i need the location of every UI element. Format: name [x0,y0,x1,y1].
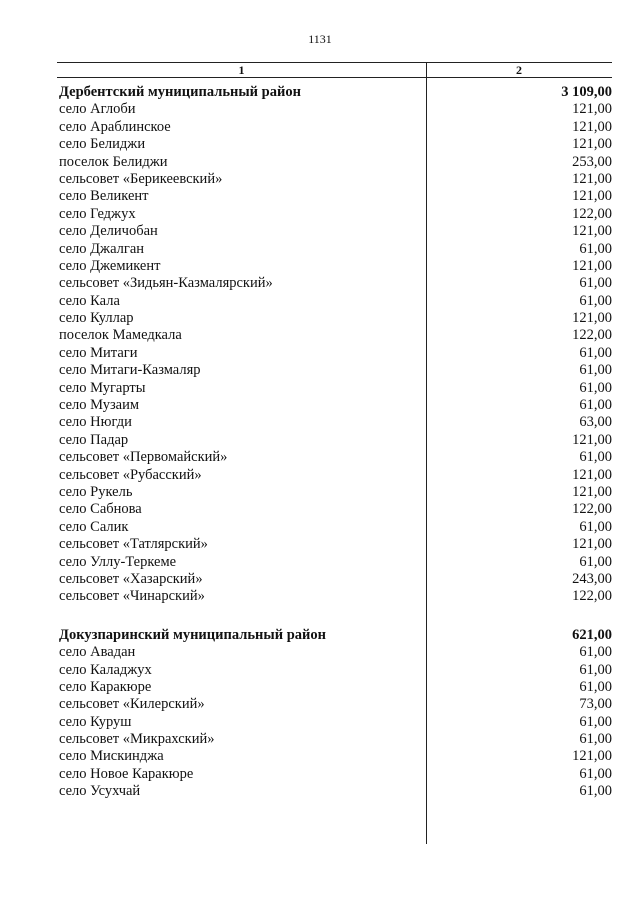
settlement-value: 61,00 [579,275,612,292]
settlement-value: 121,00 [572,310,612,327]
settlement-value: 61,00 [579,713,612,730]
settlement-name: село Джемикент [59,257,161,274]
settlement-name: село Мугарты [59,379,146,396]
settlement-value: 61,00 [579,362,612,379]
settlement-value: 121,00 [572,170,612,187]
table-row [57,188,612,205]
settlement-value: 121,00 [572,483,612,500]
settlement-value: 122,00 [572,588,612,605]
settlement-name: поселок Белиджи [59,153,168,170]
table-row [57,554,612,571]
table-row [57,362,612,379]
settlement-value: 121,00 [572,223,612,240]
table-row [57,588,612,605]
table-row [57,136,612,153]
district-section [57,627,612,801]
settlement-value: 121,00 [572,748,612,765]
settlement-value: 61,00 [579,553,612,570]
table-row [57,293,612,310]
table-row [57,275,612,292]
table-row [57,206,612,223]
settlement-value: 73,00 [579,696,612,713]
settlement-name: село Падар [59,431,129,448]
district-title: Дербентский муниципальный район [59,84,301,100]
settlement-name: село Новое Каракюре [59,765,194,782]
table-row [57,766,612,783]
district-total: 621,00 [572,626,612,643]
table-row [57,679,612,696]
settlement-name: село Великент [59,188,149,205]
table-row [57,731,612,748]
table-row [57,571,612,588]
settlement-name: сельсовет «Чинарский» [59,588,205,605]
settlement-value: 253,00 [572,153,612,170]
district-title: Докузпаринский муниципальный район [59,626,326,643]
table-row [57,644,612,661]
table-row [57,223,612,240]
settlement-value: 122,00 [572,205,612,222]
district-section [57,84,612,606]
settlement-value: 122,00 [572,501,612,518]
settlement-value: 122,00 [572,327,612,344]
settlement-name: село Мискинджа [59,748,164,765]
settlement-name: село Белиджи [59,136,146,153]
settlement-value: 61,00 [579,765,612,782]
table-row [57,119,612,136]
district-total: 3 109,00 [561,84,612,100]
settlement-value: 61,00 [579,240,612,257]
settlement-name: сельсовет «Килерский» [59,696,205,713]
table-row [57,380,612,397]
settlement-value: 61,00 [579,397,612,414]
settlement-name: село Рукель [59,483,133,500]
column-header-2: 2 [516,63,522,77]
settlement-name: село Аглоби [59,101,136,118]
settlement-value: 61,00 [579,292,612,309]
table-row [57,467,612,484]
settlement-value: 61,00 [579,783,612,800]
settlement-name: село Уллу-Теркеме [59,553,177,570]
settlement-name: сельсовет «Зидьян-Казмалярский» [59,275,273,292]
settlement-name: сельсовет «Первомайский» [59,449,228,466]
settlement-name: село Куллар [59,310,134,327]
table-row [57,241,612,258]
settlement-name: село Митаги [59,344,138,361]
settlement-value: 63,00 [579,414,612,431]
allocation-table [57,62,612,801]
settlement-name: сельсовет «Микрахский» [59,731,215,748]
settlement-name: село Авадан [59,644,136,661]
page-number: 1131 [308,32,332,46]
settlement-name: село Салик [59,518,129,535]
table-row [57,501,612,518]
settlement-value: 121,00 [572,431,612,448]
settlement-name: село Музаим [59,397,140,414]
settlement-value: 61,00 [579,344,612,361]
column-header-1: 1 [238,63,245,77]
table-row [57,783,612,800]
table-row [57,327,612,344]
settlement-value: 61,00 [579,449,612,466]
table-row [57,662,612,679]
settlement-value: 61,00 [579,678,612,695]
table-row [57,484,612,501]
settlement-name: сельсовет «Хазарский» [59,570,203,587]
settlement-value: 121,00 [572,188,612,205]
settlement-name: село Джалган [59,240,145,257]
settlement-value: 61,00 [579,379,612,396]
table-row [57,432,612,449]
settlement-value: 61,00 [579,661,612,678]
table-row [57,536,612,553]
table-row [57,748,612,765]
district-heading-row [57,84,612,101]
settlement-name: сельсовет «Берикеевский» [59,170,223,187]
settlement-value: 121,00 [572,466,612,483]
table-row [57,310,612,327]
settlement-value: 243,00 [572,570,612,587]
settlement-name: сельсовет «Рубасский» [59,466,202,483]
settlement-value: 121,00 [572,536,612,553]
settlement-value: 121,00 [572,101,612,118]
table-row [57,519,612,536]
table-row [57,101,612,118]
settlement-name: село Нюгди [59,414,132,431]
table-row [57,258,612,275]
settlement-name: село Куруш [59,713,132,730]
settlement-value: 121,00 [572,257,612,274]
settlement-name: село Усухчай [59,783,141,800]
settlement-value: 121,00 [572,118,612,135]
settlement-name: село Митаги-Казмаляр [59,362,201,379]
table-header-row [57,62,612,78]
table-body [57,84,612,801]
settlement-name: сельсовет «Татлярский» [59,536,208,553]
table-row [57,696,612,713]
settlement-value: 121,00 [572,136,612,153]
settlement-value: 61,00 [579,518,612,535]
table-row [57,449,612,466]
table-row [57,154,612,171]
table-row [57,397,612,414]
settlement-name: село Каладжух [59,661,152,678]
settlement-value: 61,00 [579,731,612,748]
settlement-name: село Каракюре [59,678,152,695]
table-row [57,171,612,188]
table-row [57,345,612,362]
settlement-name: село Араблинское [59,118,171,135]
settlement-name: село Деличобан [59,223,158,240]
settlement-value: 61,00 [579,644,612,661]
district-heading-row [57,627,612,644]
settlement-name: село Сабнова [59,501,142,518]
table-row [57,414,612,431]
table-row [57,714,612,731]
settlement-name: поселок Мамедкала [59,327,182,344]
settlement-name: село Кала [59,292,120,309]
settlement-name: село Геджух [59,205,136,222]
